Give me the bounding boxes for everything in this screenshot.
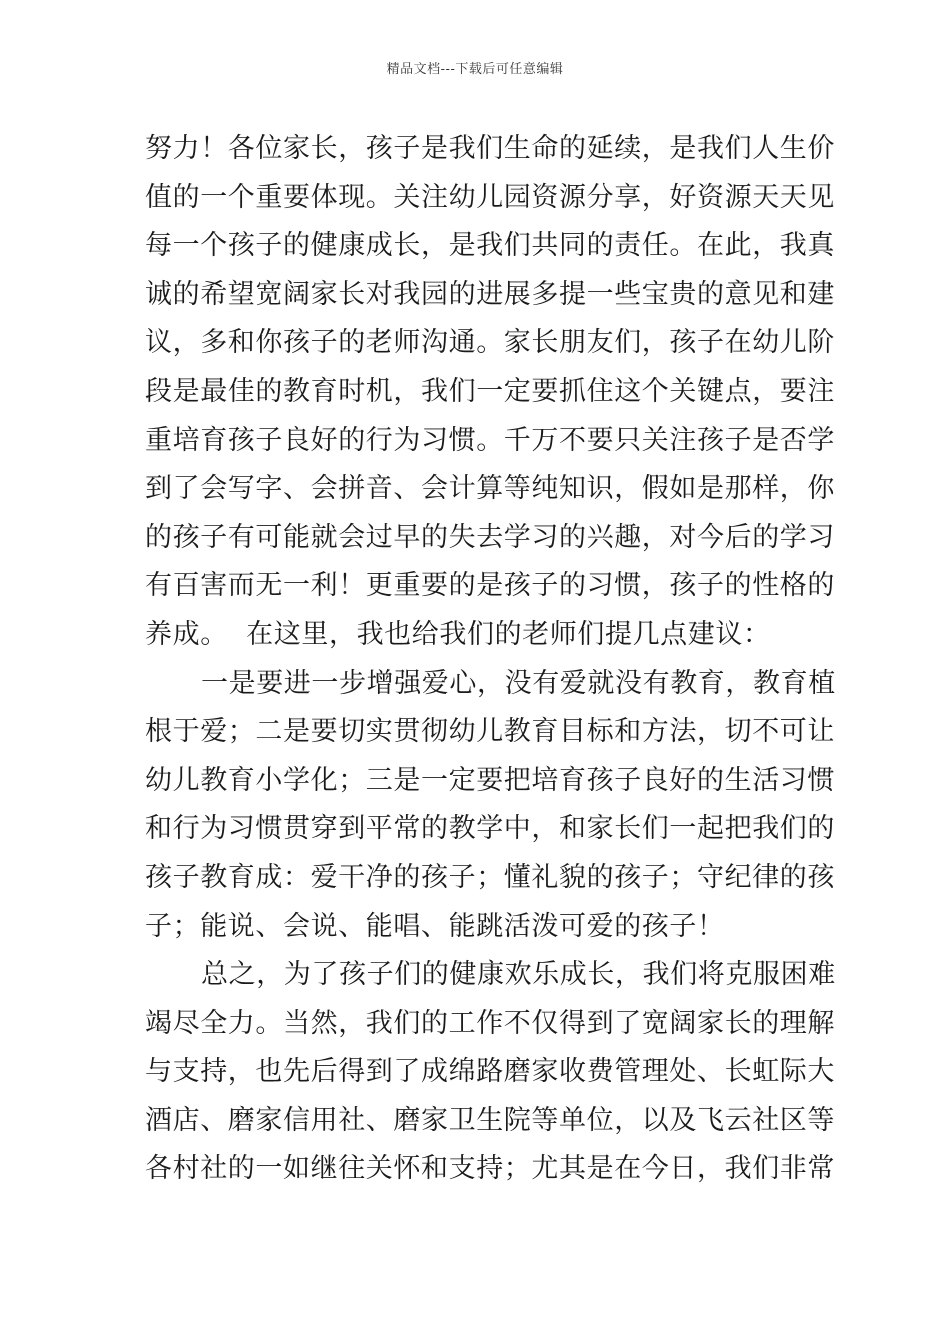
text-line: 孩子教育成：爱干净的孩子；懂礼貌的孩子；守纪律的孩	[145, 861, 835, 893]
text-line: 根于爱；二是要切实贯彻幼儿教育目标和方法，切不可让	[145, 716, 835, 748]
paragraph-first-line: 总之，为了孩子们的健康欢乐成长，我们将克服困难	[201, 959, 836, 991]
text-line: 幼儿教育小学化；三是一定要把培育孩子良好的生活习惯	[145, 764, 835, 796]
text-line: 每一个孩子的健康成长，是我们共同的责任。在此，我真	[145, 230, 835, 262]
document-body	[145, 125, 836, 1194]
text-line: 议，多和你孩子的老师沟通。家长朋友们，孩子在幼儿阶	[145, 327, 835, 359]
text-line: 酒店、磨家信用社、磨家卫生院等单位，以及飞云社区等	[145, 1104, 835, 1136]
text-line: 有百害而无一利！更重要的是孩子的习惯，孩子的性格的	[145, 570, 835, 602]
text-line: 值的一个重要体现。关注幼儿园资源分享，好资源天天见	[145, 181, 835, 213]
text-line: 诚的希望宽阔家长对我园的进展多提一些宝贵的意见和建	[145, 278, 835, 310]
text-line: 养成。 在这里，我也给我们的老师们提几点建议：	[145, 618, 771, 650]
text-line: 子；能说、会说、能唱、能跳活泼可爱的孩子！	[145, 910, 725, 942]
text-line: 努力！各位家长，孩子是我们生命的延续，是我们人生价	[145, 133, 835, 164]
text-line: 的孩子有可能就会过早的失去学习的兴趣，对今后的学习	[145, 521, 835, 553]
text-line: 到了会写字、会拼音、会计算等纯知识，假如是那样，你	[145, 473, 835, 505]
text-line: 竭尽全力。当然，我们的工作不仅得到了宽阔家长的理解	[145, 1007, 835, 1039]
page-header: 精品文档---下载后可任意编辑	[386, 62, 564, 77]
text-line: 各村社的一如继往关怀和支持；尤其是在今日，我们非常	[145, 1153, 835, 1185]
text-line: 重培育孩子良好的行为习惯。千万不要只关注孩子是否学	[145, 424, 835, 456]
text-line: 与支持，也先后得到了成绵路磨家收费管理处、长虹际大	[145, 1056, 835, 1088]
text-line: 段是最佳的教育时机，我们一定要抓住这个关键点，要注	[145, 375, 835, 407]
text-line: 和行为习惯贯穿到平常的教学中，和家长们一起把我们的	[145, 813, 835, 845]
paragraph-first-line: 一是要进一步增强爱心，没有爱就没有教育，教育植	[201, 667, 836, 699]
